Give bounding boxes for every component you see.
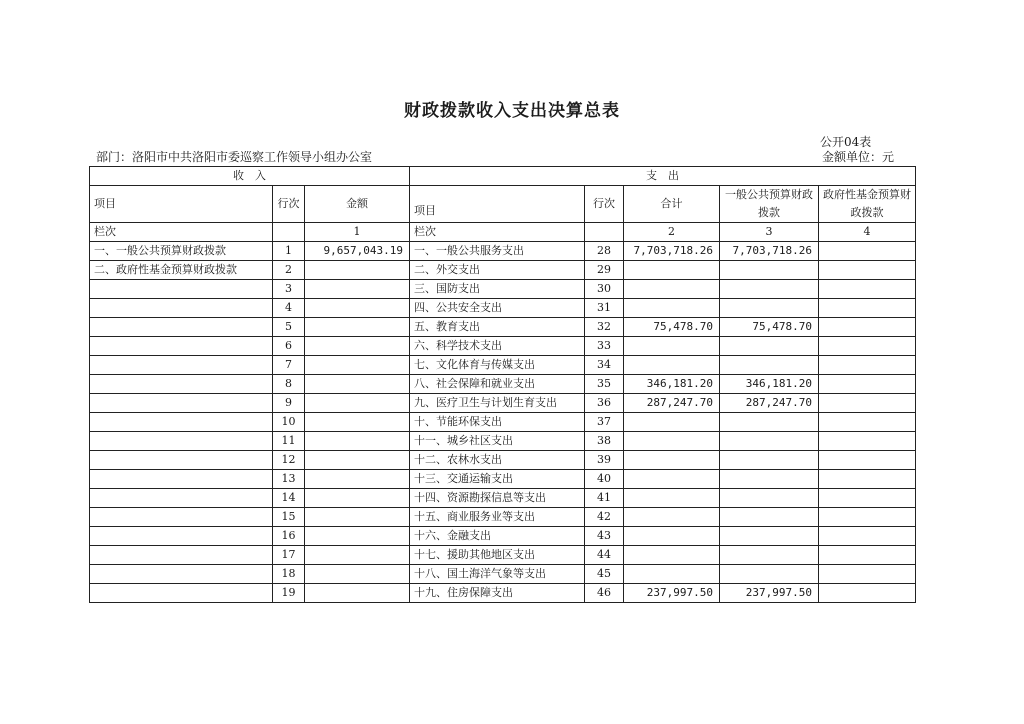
income-amount-cell — [305, 261, 410, 280]
total-header: 合计 — [624, 186, 720, 223]
report-title: 财政拨款收入支出决算总表 — [404, 101, 620, 121]
expenditure-line-no-cell: 30 — [585, 280, 624, 299]
general-budget-amount-cell — [720, 527, 819, 546]
income-item-cell — [90, 489, 273, 508]
income-line-no-cell: 2 — [273, 261, 305, 280]
income-line-no-cell: 16 — [273, 527, 305, 546]
expenditure-line-no-cell: 38 — [585, 432, 624, 451]
income-amount-cell: 9,657,043.19 — [305, 242, 410, 261]
total-amount-cell: 287,247.70 — [624, 394, 720, 413]
income-amount-cell — [305, 565, 410, 584]
income-line-no-cell: 12 — [273, 451, 305, 470]
total-amount-cell — [624, 337, 720, 356]
expenditure-line-no-header: 行次 — [585, 186, 624, 223]
gov-fund-amount-cell — [819, 489, 916, 508]
table-row — [90, 527, 916, 546]
expenditure-line-no-cell: 41 — [585, 489, 624, 508]
expenditure-item-cell: 十六、金融支出 — [410, 527, 585, 546]
income-item-cell — [90, 565, 273, 584]
income-item-cell — [90, 432, 273, 451]
table-row — [90, 470, 916, 489]
general-budget-amount-cell — [720, 337, 819, 356]
general-budget-amount-cell: 287,247.70 — [720, 394, 819, 413]
gov-fund-amount-cell — [819, 584, 916, 603]
column-index-income: 1 — [305, 223, 410, 242]
column-header-row — [90, 186, 916, 223]
gov-fund-amount-cell — [819, 375, 916, 394]
income-item-cell — [90, 413, 273, 432]
expenditure-line-no-cell: 36 — [585, 394, 624, 413]
total-amount-cell: 237,997.50 — [624, 584, 720, 603]
total-amount-cell: 346,181.20 — [624, 375, 720, 394]
total-amount-cell — [624, 356, 720, 375]
income-amount-cell — [305, 470, 410, 489]
unit-label: 金额单位：元 — [822, 150, 895, 164]
gov-fund-amount-cell — [819, 261, 916, 280]
table-row — [90, 508, 916, 527]
table-row — [90, 242, 916, 261]
total-amount-cell — [624, 413, 720, 432]
expenditure-line-no-cell: 44 — [585, 546, 624, 565]
table-row — [90, 394, 916, 413]
income-item-cell — [90, 394, 273, 413]
general-budget-amount-cell — [720, 413, 819, 432]
gov-fund-header: 政府性基金预算财政拨款 — [819, 186, 916, 223]
expenditure-item-cell: 四、公共安全支出 — [410, 299, 585, 318]
income-item-cell — [90, 451, 273, 470]
expenditure-item-cell: 十二、农林水支出 — [410, 451, 585, 470]
column-index-row — [90, 223, 916, 242]
income-line-no-header: 行次 — [273, 186, 305, 223]
income-amount-cell — [305, 337, 410, 356]
income-line-no-cell: 1 — [273, 242, 305, 261]
table-row — [90, 451, 916, 470]
total-amount-cell — [624, 565, 720, 584]
income-amount-header: 金额 — [305, 186, 410, 223]
income-amount-cell — [305, 299, 410, 318]
general-budget-amount-cell — [720, 565, 819, 584]
income-line-no-cell: 5 — [273, 318, 305, 337]
general-budget-amount-cell — [720, 280, 819, 299]
table-row — [90, 318, 916, 337]
gov-fund-amount-cell — [819, 432, 916, 451]
expenditure-item-cell: 五、教育支出 — [410, 318, 585, 337]
total-amount-cell — [624, 508, 720, 527]
income-amount-cell — [305, 394, 410, 413]
general-budget-amount-cell — [720, 546, 819, 565]
gov-fund-amount-cell — [819, 451, 916, 470]
table-row — [90, 261, 916, 280]
gov-fund-amount-cell — [819, 394, 916, 413]
total-amount-cell — [624, 280, 720, 299]
table-row — [90, 489, 916, 508]
income-amount-cell — [305, 432, 410, 451]
expenditure-item-cell: 三、国防支出 — [410, 280, 585, 299]
expenditure-line-no-cell: 39 — [585, 451, 624, 470]
expenditure-item-cell: 十八、国土海洋气象等支出 — [410, 565, 585, 584]
income-line-no-cell: 6 — [273, 337, 305, 356]
income-amount-cell — [305, 413, 410, 432]
income-item-cell — [90, 527, 273, 546]
income-item-cell — [90, 318, 273, 337]
expenditure-item-cell: 十七、援助其他地区支出 — [410, 546, 585, 565]
general-budget-amount-cell: 346,181.20 — [720, 375, 819, 394]
expenditure-line-no-cell: 40 — [585, 470, 624, 489]
gov-fund-amount-cell — [819, 280, 916, 299]
expenditure-line-no-cell: 33 — [585, 337, 624, 356]
income-item-cell — [90, 375, 273, 394]
income-line-no-cell: 19 — [273, 584, 305, 603]
general-budget-amount-cell: 237,997.50 — [720, 584, 819, 603]
expenditure-item-cell: 十九、住房保障支出 — [410, 584, 585, 603]
total-amount-cell — [624, 546, 720, 565]
total-amount-cell — [624, 489, 720, 508]
expenditure-item-cell: 十四、资源勘探信息等支出 — [410, 489, 585, 508]
table-row — [90, 584, 916, 603]
general-budget-amount-cell — [720, 261, 819, 280]
section-header-row — [90, 167, 916, 186]
table-row — [90, 565, 916, 584]
table-row — [90, 413, 916, 432]
expenditure-item-header: 项目 — [410, 186, 585, 223]
income-amount-cell — [305, 375, 410, 394]
income-item-cell: 一、一般公共预算财政拨款 — [90, 242, 273, 261]
income-amount-cell — [305, 508, 410, 527]
expenditure-item-cell: 十一、城乡社区支出 — [410, 432, 585, 451]
income-line-no-cell: 15 — [273, 508, 305, 527]
general-budget-amount-cell — [720, 356, 819, 375]
expenditure-line-no-cell: 32 — [585, 318, 624, 337]
general-budget-amount-cell — [720, 470, 819, 489]
expenditure-item-cell: 六、科学技术支出 — [410, 337, 585, 356]
income-amount-cell — [305, 318, 410, 337]
income-item-cell — [90, 299, 273, 318]
expenditure-item-cell: 十三、交通运输支出 — [410, 470, 585, 489]
expenditure-line-no-cell: 35 — [585, 375, 624, 394]
income-item-cell — [90, 280, 273, 299]
column-index-total: 2 — [624, 223, 720, 242]
gov-fund-amount-cell — [819, 565, 916, 584]
income-item-cell — [90, 546, 273, 565]
gov-fund-amount-cell — [819, 470, 916, 489]
expenditure-line-no-cell: 29 — [585, 261, 624, 280]
income-line-no-cell: 13 — [273, 470, 305, 489]
income-item-cell — [90, 337, 273, 356]
total-amount-cell — [624, 432, 720, 451]
gov-fund-amount-cell — [819, 546, 916, 565]
income-item-cell — [90, 356, 273, 375]
income-line-no-cell: 18 — [273, 565, 305, 584]
income-line-no-cell: 11 — [273, 432, 305, 451]
gov-fund-amount-cell — [819, 413, 916, 432]
table-row — [90, 375, 916, 394]
table-row — [90, 356, 916, 375]
general-budget-amount-cell — [720, 451, 819, 470]
report-table — [89, 166, 916, 603]
income-line-no-cell: 17 — [273, 546, 305, 565]
general-budget-amount-cell: 75,478.70 — [720, 318, 819, 337]
gov-fund-amount-cell — [819, 318, 916, 337]
expenditure-line-no-cell: 34 — [585, 356, 624, 375]
table-row — [90, 280, 916, 299]
table-row — [90, 299, 916, 318]
expenditure-item-cell: 二、外交支出 — [410, 261, 585, 280]
gov-fund-amount-cell — [819, 242, 916, 261]
general-budget-amount-cell — [720, 432, 819, 451]
total-amount-cell — [624, 527, 720, 546]
income-item-header: 项目 — [90, 186, 273, 223]
general-budget-amount-cell — [720, 489, 819, 508]
income-line-no-cell: 10 — [273, 413, 305, 432]
gov-fund-amount-cell — [819, 356, 916, 375]
general-budget-header: 一般公共预算财政拨款 — [720, 186, 819, 223]
gov-fund-amount-cell — [819, 527, 916, 546]
general-budget-amount-cell: 7,703,718.26 — [720, 242, 819, 261]
column-index-exp-label: 栏次 — [410, 223, 585, 242]
expenditure-section-header: 支 出 — [410, 167, 916, 186]
column-index-fund: 4 — [819, 223, 916, 242]
expenditure-item-cell: 一、一般公共服务支出 — [410, 242, 585, 261]
column-index-general: 3 — [720, 223, 819, 242]
income-line-no-cell: 8 — [273, 375, 305, 394]
department-label: 部门：洛阳市中共洛阳市委巡察工作领导小组办公室 — [96, 150, 373, 164]
income-item-cell — [90, 470, 273, 489]
income-line-no-cell: 4 — [273, 299, 305, 318]
expenditure-line-no-cell: 42 — [585, 508, 624, 527]
expenditure-line-no-cell: 46 — [585, 584, 624, 603]
expenditure-item-cell: 七、文化体育与传媒支出 — [410, 356, 585, 375]
income-line-no-cell: 3 — [273, 280, 305, 299]
income-amount-cell — [305, 489, 410, 508]
column-index-label: 栏次 — [90, 223, 273, 242]
income-amount-cell — [305, 356, 410, 375]
expenditure-line-no-cell: 43 — [585, 527, 624, 546]
total-amount-cell: 7,703,718.26 — [624, 242, 720, 261]
income-line-no-cell: 14 — [273, 489, 305, 508]
expenditure-line-no-cell: 28 — [585, 242, 624, 261]
expenditure-line-no-cell: 37 — [585, 413, 624, 432]
general-budget-amount-cell — [720, 299, 819, 318]
table-row — [90, 546, 916, 565]
general-budget-amount-cell — [720, 508, 819, 527]
income-amount-cell — [305, 451, 410, 470]
total-amount-cell — [624, 451, 720, 470]
total-amount-cell — [624, 470, 720, 489]
income-amount-cell — [305, 527, 410, 546]
expenditure-line-no-cell: 45 — [585, 565, 624, 584]
total-amount-cell — [624, 261, 720, 280]
income-amount-cell — [305, 280, 410, 299]
expenditure-item-cell: 十、节能环保支出 — [410, 413, 585, 432]
gov-fund-amount-cell — [819, 299, 916, 318]
income-item-cell — [90, 508, 273, 527]
gov-fund-amount-cell — [819, 508, 916, 527]
form-number: 公开04表 — [820, 135, 872, 149]
expenditure-item-cell: 八、社会保障和就业支出 — [410, 375, 585, 394]
income-item-cell — [90, 584, 273, 603]
income-line-no-cell: 9 — [273, 394, 305, 413]
expenditure-item-cell: 十五、商业服务业等支出 — [410, 508, 585, 527]
gov-fund-amount-cell — [819, 337, 916, 356]
column-index-blank — [585, 223, 624, 242]
total-amount-cell: 75,478.70 — [624, 318, 720, 337]
table-row — [90, 337, 916, 356]
income-line-no-cell: 7 — [273, 356, 305, 375]
income-amount-cell — [305, 546, 410, 565]
total-amount-cell — [624, 299, 720, 318]
column-index-blank — [273, 223, 305, 242]
income-item-cell: 二、政府性基金预算财政拨款 — [90, 261, 273, 280]
expenditure-line-no-cell: 31 — [585, 299, 624, 318]
income-amount-cell — [305, 584, 410, 603]
table-row — [90, 432, 916, 451]
expenditure-item-cell: 九、医疗卫生与计划生育支出 — [410, 394, 585, 413]
income-section-header: 收 入 — [90, 167, 410, 186]
